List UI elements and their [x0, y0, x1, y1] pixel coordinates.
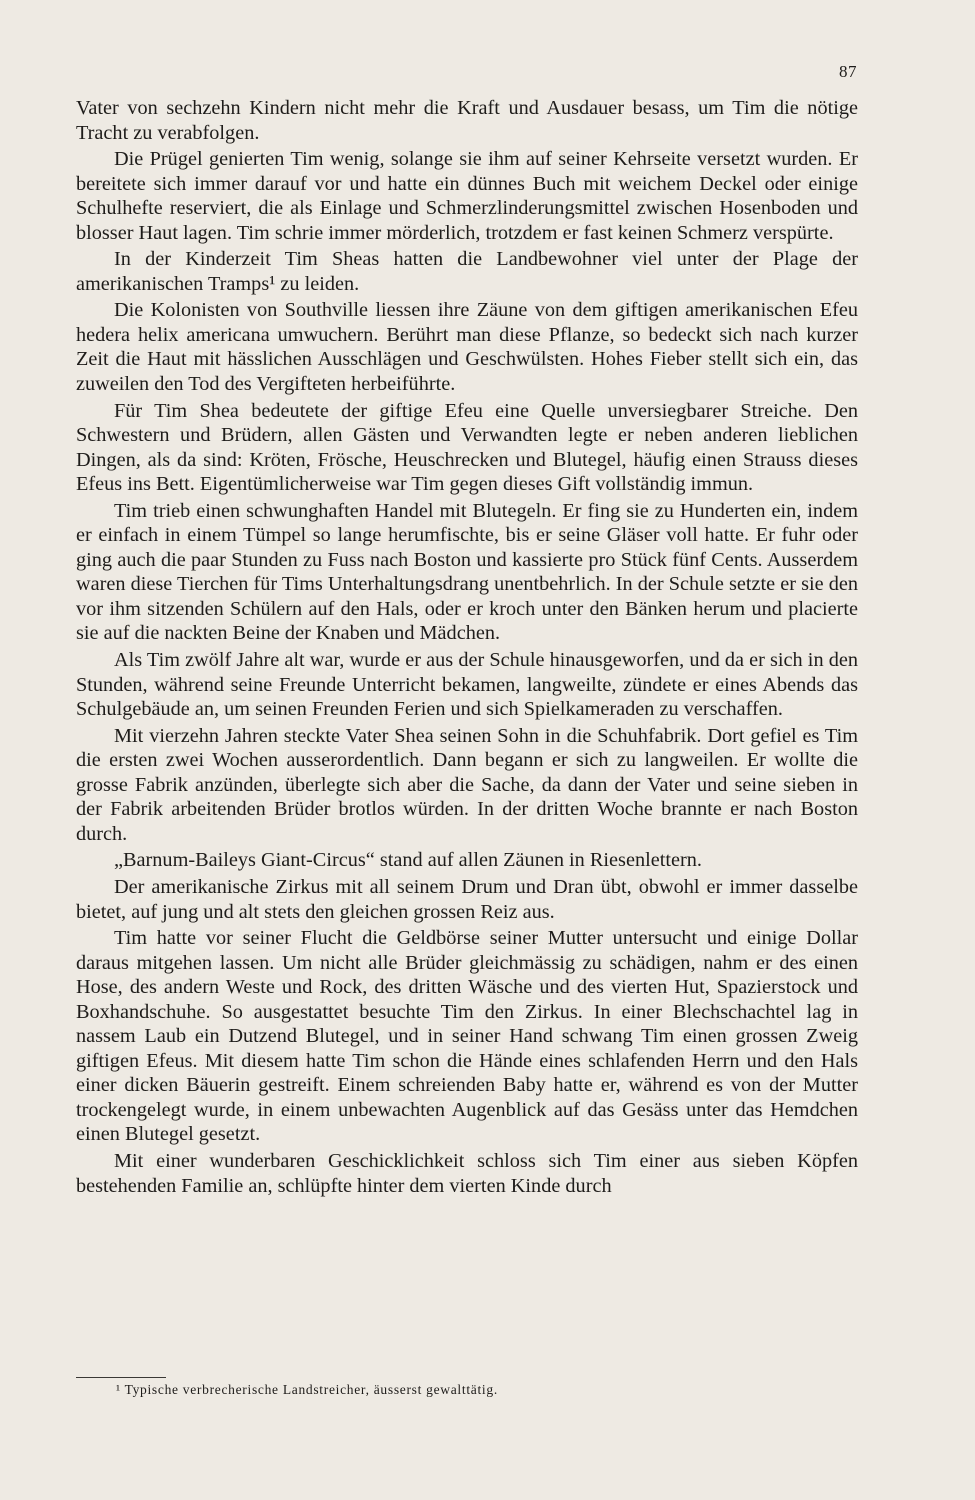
paragraph: Für Tim Shea bedeutete der giftige Efeu eine Quelle unversiegbarer Streiche. Den Schwestern und Brüdern, allen Gästen und Verwandten legte er neben anderen lieblichen Dingen, als da sind: Kröten, Frösche, Heuschrecken und Blutegel, häufig einen Strauss dieses Efeus ins Bett. Eigentümlicherweise war Tim gegen dieses Gift vollständig immun.	[76, 399, 858, 496]
paragraph: Die Kolonisten von Southville liessen ihre Zäune von dem giftigen amerikanischen Efeu hedera helix americana umwuchern. Berührt man diese Pflanze, so bedeckt sich nach kurzer Zeit die Haut mit hässlichen Ausschlägen und Geschwülsten. Hohes Fieber stellt sich ein, das zuweilen den Tod des Vergifteten herbeiführte.	[76, 299, 858, 396]
paragraph: Mit einer wunderbaren Geschicklichkeit schloss sich Tim einer aus sieben Köpfen bestehenden Familie an, schlüpfte hinter dem vierten Kinde durch	[76, 1149, 858, 1197]
body-text	[76, 96, 858, 1198]
paragraph: Vater von sechzehn Kindern nicht mehr die Kraft und Ausdauer besass, um Tim die nötige Tracht zu verabfolgen.	[76, 97, 858, 144]
paragraph: Der amerikanische Zirkus mit all seinem Drum und Dran übt, obwohl er immer dasselbe bietet, auf jung und alt stets den gleichen grossen Reiz aus.	[76, 875, 858, 923]
page-number: 87	[839, 62, 857, 81]
paragraph: Tim trieb einen schwunghaften Handel mit Blutegeln. Er fing sie zu Hunderten ein, indem er einfach in einem Tümpel so lange herumfischte, bis er seine Gläser voll hatte. Er fuhr oder ging auch die paar Stunden zu Fuss nach Boston und kassierte pro Stück fünf Cents. Ausserdem waren diese Tierchen für Tims Unterhaltungsdrang unentbehrlich. In der Schule setzte er sie den vor ihm sitzenden Schülern auf den Hals, oder er kroch unter den Bänken herum und placierte sie auf die nackten Beine der Knaben und Mädchen.	[76, 499, 858, 645]
paragraph: Mit vierzehn Jahren steckte Vater Shea seinen Sohn in die Schuhfabrik. Dort gefiel es Tim die ersten zwei Wochen ausserordentlich. Dann begann er sich zu langweilen. Er wollte die grosse Fabrik anzünden, überlegte sich aber die Sache, da dann der Vater und seine sieben in der Fabrik arbeitenden Brüder brotlos würden. In der dritten Woche brannte er nach Boston durch.	[76, 724, 858, 845]
paragraph: „Barnum-Baileys Giant-Circus“ stand auf allen Zäunen in Riesenlettern.	[114, 849, 702, 872]
footnote-divider	[76, 1377, 166, 1378]
paragraph: Tim hatte vor seiner Flucht die Geldbörse seiner Mutter untersucht und einige Dollar daraus mitgehen lassen. Um nicht alle Brüder gleichmässig zu schädigen, nahm er des einen Hose, des andern Weste und Rock, des dritten Wäsche und des vierten Hut, Spazierstock und Boxhandschuhe. So ausgestattet besuchte Tim den Zirkus. In einer Blechschachtel lag in nassem Laub ein Dutzend Blutegel, und in seiner Hand schwang Tim einen grossen Zweig giftigen Efeus. Mit diesem hatte Tim schon die Hände eines schlafenden Herrn und den Hals einer dicken Bäuerin gestreift. Einem schreienden Baby hatte er, während es von der Mutter trockengelegt wurde, in einem unbewachten Augenblick auf das Gesäss unter das Hemdchen einen Blutegel gesetzt.	[76, 927, 858, 1146]
paragraph: In der Kinderzeit Tim Sheas hatten die Landbewohner viel unter der Plage der amerikanischen Tramps¹ zu leiden.	[76, 248, 858, 295]
paragraph: Die Prügel genierten Tim wenig, solange sie ihm auf seiner Kehrseite versetzt wurden. Er bereitete sich immer darauf vor und hatte ein dünnes Buch mit weichem Deckel oder einige Schulhefte reserviert, die als Einlage und Schmerzlinderungsmittel zwischen Hosenboden und blosser Haut lagen. Tim schrie immer mörderlich, trotzdem er fast keinen Schmerz verspürte.	[76, 148, 858, 244]
footnote: ¹ Typische verbrecherische Landstreicher, äusserst gewalttätig.	[116, 1382, 498, 1397]
paragraph: Als Tim zwölf Jahre alt war, wurde er aus der Schule hinausgeworfen, und da er sich in den Stunden, während seine Freunde Unterricht bekamen, langweilte, zündete er eines Abends das Schulgebäude an, um seinen Freunden Ferien und sich Spielkameraden zu verschaffen.	[76, 649, 858, 721]
